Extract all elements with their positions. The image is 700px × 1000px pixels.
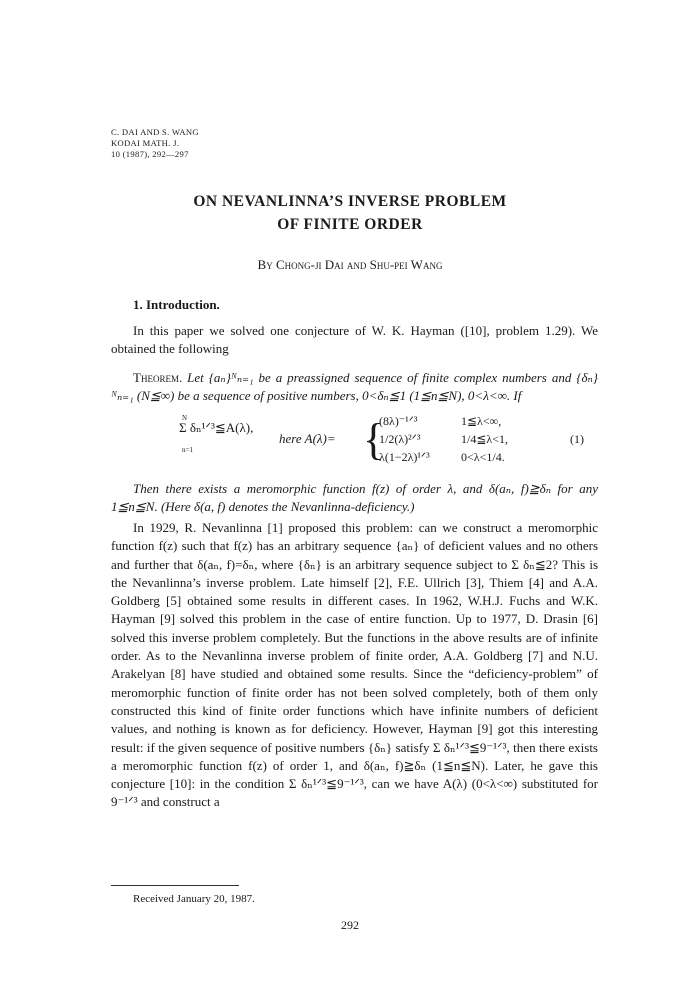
sum-expression: Σ δₙ¹ᐟ³≦A(λ), xyxy=(179,420,254,435)
case-2-expression: 1/2(λ)²ᐟ³ xyxy=(379,432,421,446)
footnote-rule xyxy=(111,885,239,886)
here-clause: here A(λ)= xyxy=(279,431,336,446)
title-line-2: OF FINITE ORDER xyxy=(277,216,423,233)
paragraph-history: In 1929, R. Nevanlinna [1] proposed this problem: can we construct a meromorphic function f(z) such that f(z) has an arbitrary sequence {aₙ} of deficient values and no others and further that δ(aₙ, f)=δₙ, where {δₙ} is an arbitrary sequence subject to Σ δₙ≦2? This is the Nevanlinna’s inverse problem. Late himself [2], F.E. Ullrich [3], Thiem [4] and A.A. Goldberg [5] obtained some results in different cases. In 1962, W.H.J. Fuchs and W.K. Hayman [9] solved this problem in the case of entire function. Up to 1977, D. Drasin [6] solved this inverse problem completely. But the functions in the above results are of infinite order. As to the Nevanlinna inverse problem of finite order, A.A. Goldberg [7] and N.U. Arakelyan [8] have studied and obtained some results. Since the “deficiency-problem” of meromorphic function of finite order has not been solved completely, both of them only constructed this kind of finite order functions which have infinite numbers of deficient values, and nothing is known as for deficiency. However, Hayman [9] got this interesting result: if the given sequence of positive numbers {δₙ} satisfy Σ δₙ¹ᐟ³≦9⁻¹ᐟ³, then there exists a meromorphic function f(z) of order 1, and δ(aₙ, f)≧δₙ (1≦n≦N). Later, he gave this conjecture [10]: in the condition Σ δₙ¹ᐟ³≦9⁻¹ᐟ³, can we have A(λ) (0<λ<∞) substituted for 9⁻¹ᐟ³ and construct a xyxy=(111,520,598,810)
footnote: Received January 20, 1987. xyxy=(133,893,255,905)
page-number: 292 xyxy=(341,918,359,932)
case-3-condition: 0<λ<1/4. xyxy=(461,450,505,464)
header-volume: 10 (1987), 292—297 xyxy=(111,149,189,159)
header-authors: C. DAI AND S. WANG xyxy=(111,127,199,137)
sum-lower-limit: n=1 xyxy=(182,446,193,454)
sum-upper-limit: N xyxy=(182,414,188,422)
theorem-label: Theorem. xyxy=(133,370,183,385)
case-1-condition: 1≦λ<∞, xyxy=(461,414,502,428)
header-journal: KODAI MATH. J. xyxy=(111,138,180,148)
byline: By Chong-ji Dai and Shu-pei Wang xyxy=(257,257,443,272)
journal-header xyxy=(111,127,199,160)
paragraph-conclusion: Then there exists a meromorphic function f(z) of order λ, and δ(aₙ, f)≧δₙ for any 1≦n≦N. (Here δ(a, f) denotes the Nevanlinna-deficiency.) xyxy=(111,481,598,515)
paper-title xyxy=(0,190,700,236)
left-brace: { xyxy=(363,415,385,464)
paragraph-intro: In this paper we solved one conjecture of W. K. Hayman ([10], problem 1.29). We obtained the following xyxy=(111,323,598,357)
case-3-expression: λ(1−2λ)¹ᐟ³ xyxy=(379,450,430,464)
theorem-text: Let {aₙ}ᴺₙ₌₁ be a preassigned sequence of finite complex numbers and {δₙ}ᴺₙ₌₁ (N≦∞) be a sequence of positive numbers, 0<δₙ≦1 (1≦n≦N), 0<λ<∞. If xyxy=(111,370,598,404)
case-2-condition: 1/4≦λ<1, xyxy=(461,432,508,446)
equation-number: (1) xyxy=(570,432,584,446)
equation-1 xyxy=(111,414,598,474)
title-line-1: ON NEVANLINNA’S INVERSE PROBLEM xyxy=(193,193,507,210)
theorem-statement xyxy=(111,369,598,406)
case-1-expression: (8λ)⁻¹ᐟ³ xyxy=(379,414,418,428)
section-heading: 1. Introduction. xyxy=(133,297,220,312)
